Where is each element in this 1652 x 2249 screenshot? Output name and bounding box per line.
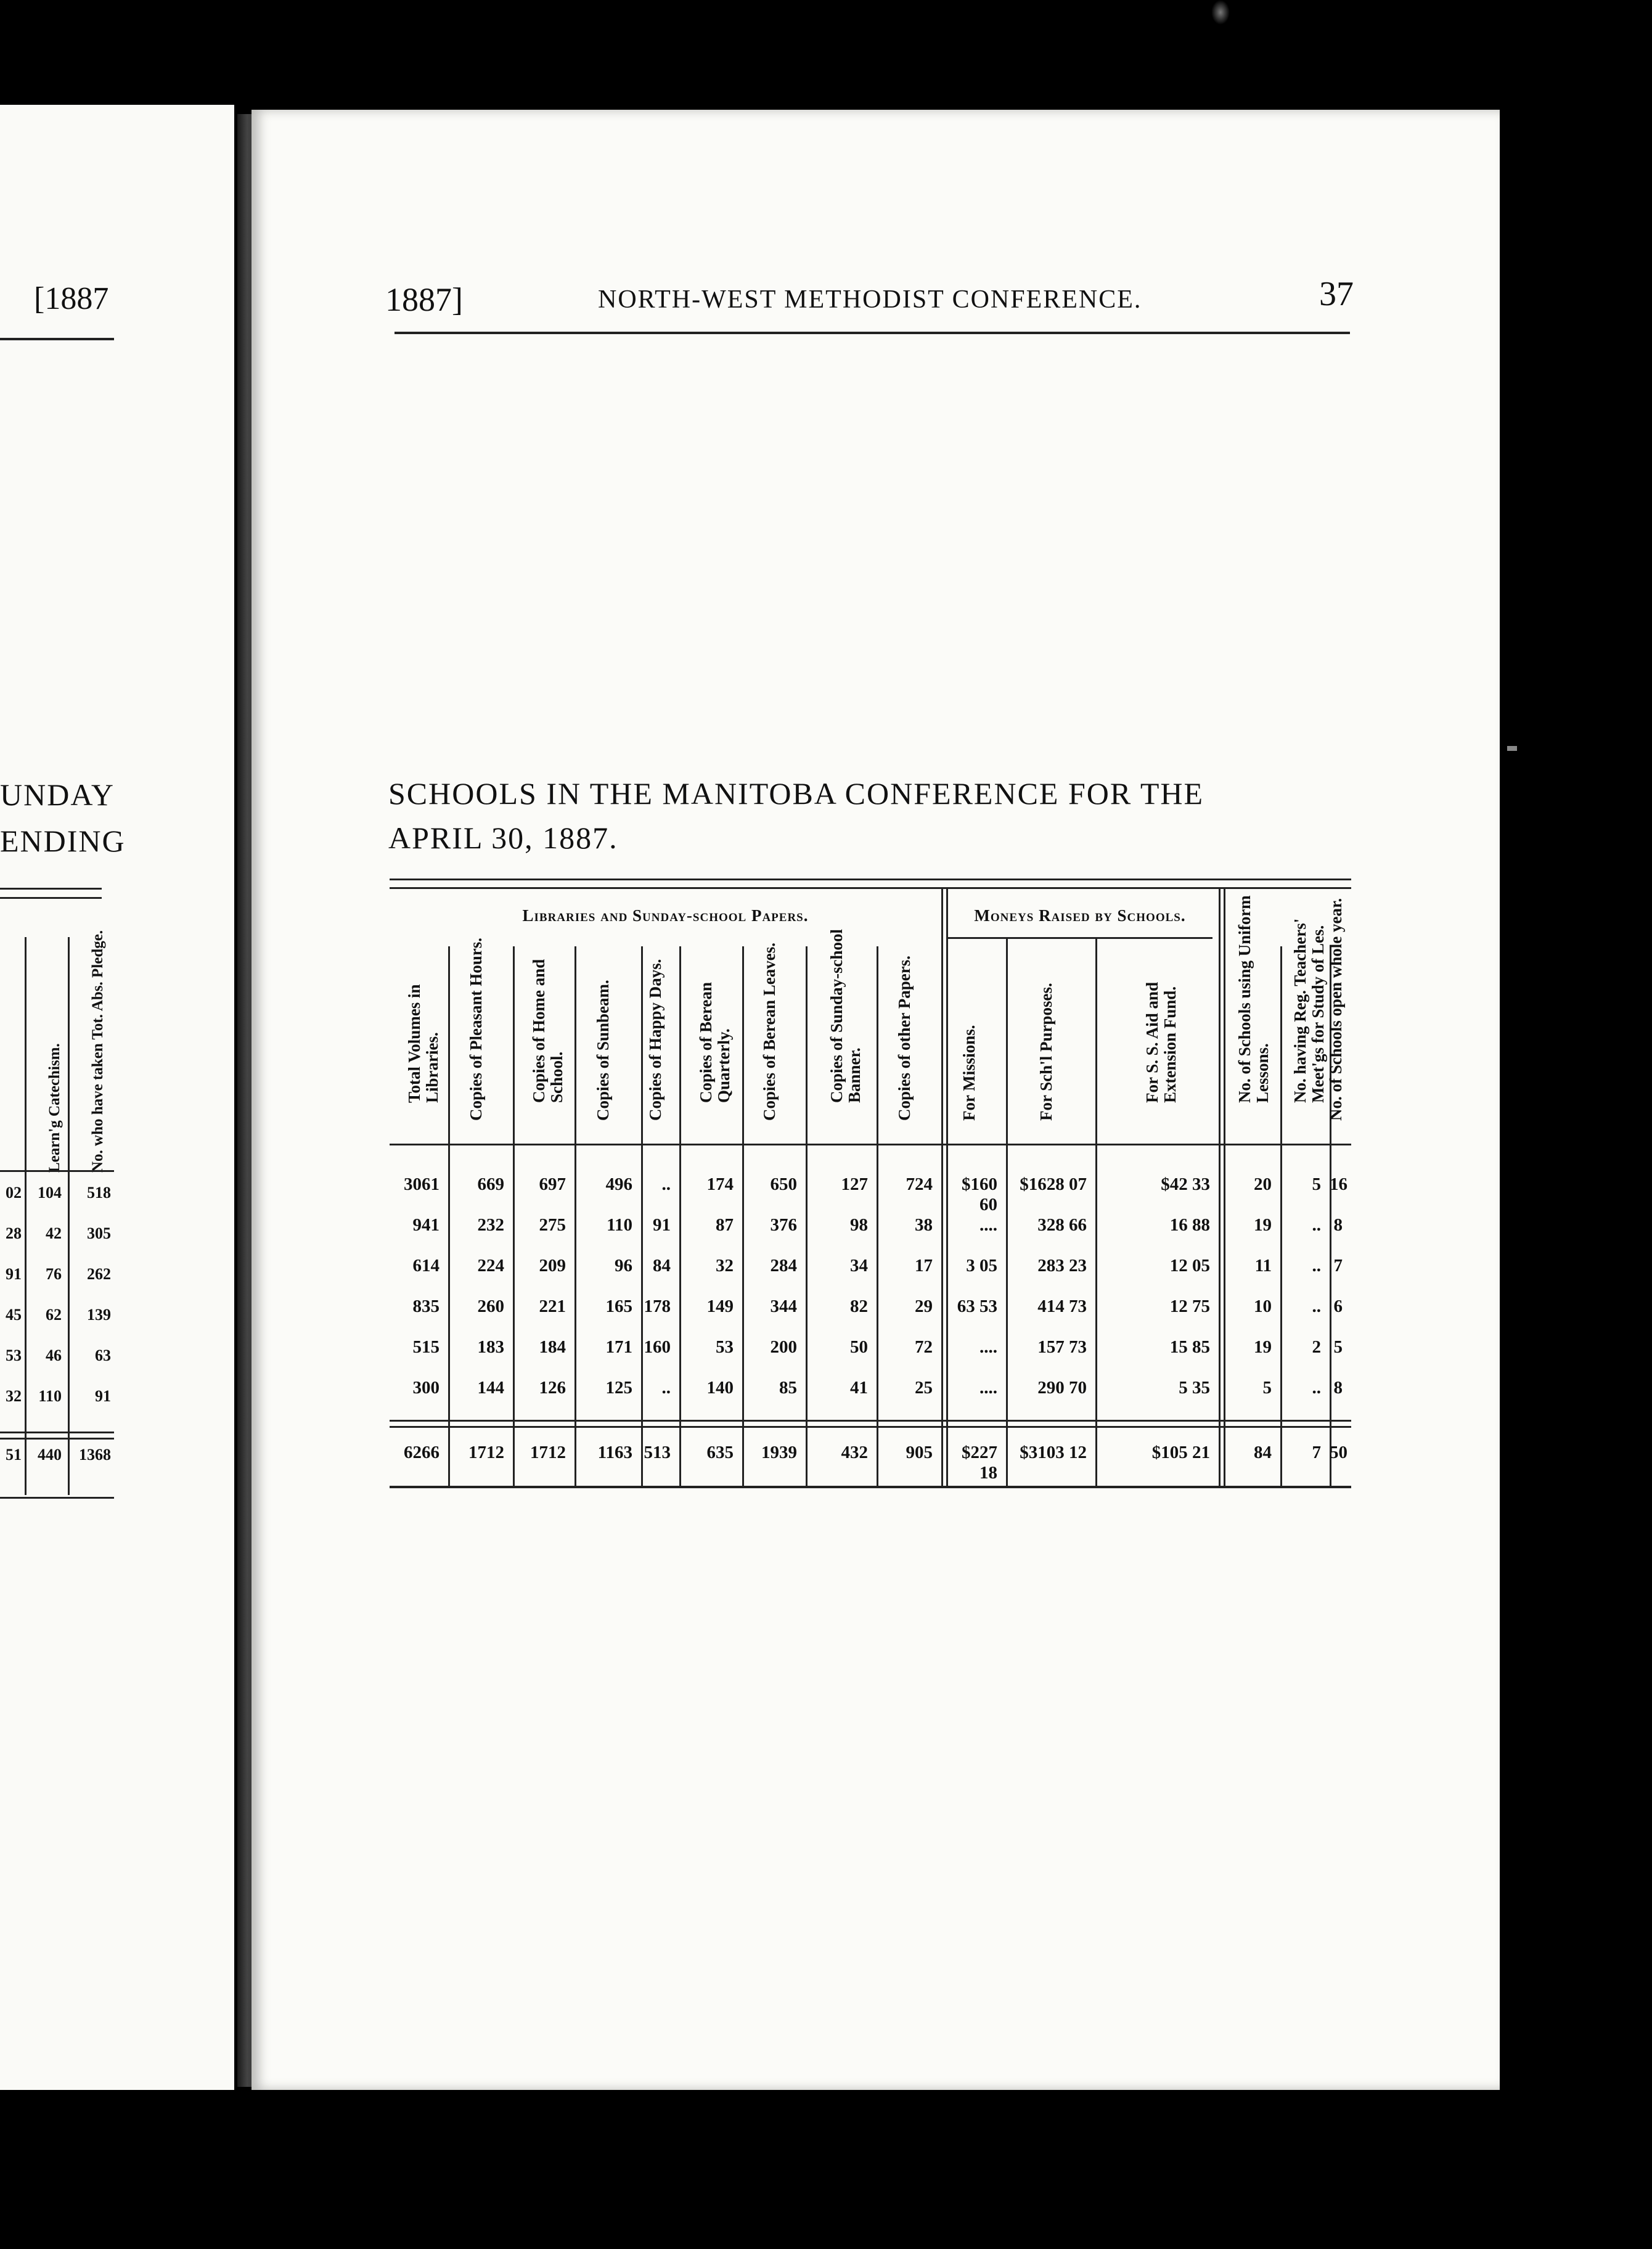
table-total-cell: $105 21 bbox=[1151, 1443, 1210, 1462]
column-header bbox=[1219, 891, 1280, 1144]
table-total-cell: 1712 bbox=[468, 1443, 504, 1462]
table-cell: .... bbox=[979, 1215, 997, 1235]
table-cell: 126 bbox=[539, 1378, 566, 1398]
table-cell: 12 75 bbox=[1169, 1297, 1210, 1316]
left-table-cell: 91 bbox=[95, 1387, 111, 1405]
left-table-cell: 45 bbox=[6, 1306, 22, 1324]
table-cell: 12 05 bbox=[1169, 1256, 1210, 1276]
table-cell: 2 bbox=[1312, 1337, 1321, 1357]
table-cell: 5 bbox=[1262, 1378, 1272, 1398]
table-cell: 157 73 bbox=[1037, 1337, 1087, 1357]
table-total-cell: 84 bbox=[1254, 1443, 1272, 1462]
totals-rule bbox=[390, 1420, 1351, 1422]
running-head-title: NORTH-WEST METHODIST CONFERENCE. bbox=[598, 285, 1142, 314]
column-header-label: No. having Reg. Teachers' Meet'gs for Study of Les. bbox=[1291, 918, 1327, 1103]
left-table-cell: 139 bbox=[87, 1306, 111, 1324]
table-cell: 184 bbox=[539, 1337, 566, 1357]
left-table-cell: 76 bbox=[46, 1265, 62, 1283]
table-cell: 20 bbox=[1254, 1174, 1272, 1194]
left-table-cell: 32 bbox=[6, 1387, 22, 1405]
table-cell: 140 bbox=[706, 1378, 734, 1398]
table-cell: .... bbox=[979, 1337, 997, 1357]
column-header-label: Copies of Pleasant Hours. bbox=[466, 938, 485, 1121]
table-cell: 53 bbox=[716, 1337, 734, 1357]
table-title-line1: SCHOOLS IN THE MANITOBA CONFERENCE FOR THE bbox=[388, 776, 1204, 811]
column-header bbox=[575, 946, 641, 1144]
table-cell: 19 bbox=[1254, 1337, 1272, 1357]
table-cell: .. bbox=[1312, 1215, 1321, 1235]
left-totals-rule bbox=[0, 1438, 114, 1440]
left-table-cell: 46 bbox=[46, 1346, 62, 1364]
table-cell: 127 bbox=[841, 1174, 868, 1194]
column-header-label: Copies of Home and School. bbox=[530, 959, 566, 1103]
left-table-cell: 110 bbox=[38, 1387, 62, 1405]
table-cell: 125 bbox=[605, 1378, 632, 1398]
table-cell: 8 bbox=[1333, 1378, 1343, 1398]
table-cell: 650 bbox=[770, 1174, 797, 1194]
table-cell: 3061 bbox=[404, 1174, 440, 1194]
table-total-cell: 1712 bbox=[530, 1443, 566, 1462]
table-cell: 171 bbox=[605, 1337, 632, 1357]
column-header bbox=[448, 938, 513, 1144]
column-header-label: Copies of Berean Leaves. bbox=[759, 943, 779, 1121]
table-cell: 174 bbox=[706, 1174, 734, 1194]
table-cell: 376 bbox=[770, 1215, 797, 1235]
table-cell: .... bbox=[979, 1378, 997, 1398]
left-column-divider bbox=[25, 937, 27, 1495]
table-total-cell: $3103 12 bbox=[1020, 1443, 1087, 1462]
table-cell: $160 60 bbox=[962, 1174, 997, 1215]
table-total-cell: 635 bbox=[706, 1443, 734, 1462]
column-header bbox=[742, 943, 806, 1144]
table-cell: 290 70 bbox=[1037, 1378, 1087, 1398]
table-total-cell: 513 bbox=[644, 1443, 671, 1462]
column-header bbox=[1280, 891, 1330, 1144]
table-cell: 183 bbox=[477, 1337, 504, 1357]
table-cell: 98 bbox=[850, 1215, 868, 1235]
left-table-cell: 62 bbox=[46, 1306, 62, 1324]
table-cell: 275 bbox=[539, 1215, 566, 1235]
table-cell: 724 bbox=[906, 1174, 933, 1194]
table-cell: 82 bbox=[850, 1297, 868, 1316]
table-cell: 614 bbox=[412, 1256, 440, 1276]
table-cell: 16 bbox=[1330, 1174, 1347, 1194]
left-table-cell: 262 bbox=[87, 1265, 111, 1283]
table-cell: 38 bbox=[915, 1215, 933, 1235]
table-cell: 144 bbox=[477, 1378, 504, 1398]
table-top-rule bbox=[390, 887, 1351, 889]
table-cell: 6 bbox=[1333, 1297, 1343, 1316]
table-cell: 200 bbox=[770, 1337, 797, 1357]
table-cell: 414 73 bbox=[1037, 1297, 1087, 1316]
table-cell: 8 bbox=[1333, 1215, 1343, 1235]
table-cell: .. bbox=[661, 1174, 671, 1194]
column-header bbox=[513, 946, 575, 1144]
table-cell: 63 53 bbox=[957, 1297, 997, 1316]
table-cell: .. bbox=[1312, 1297, 1321, 1316]
table-cell: 96 bbox=[615, 1256, 632, 1276]
table-cell: 941 bbox=[412, 1215, 440, 1235]
running-head-year: 1887] bbox=[385, 281, 463, 318]
column-header-label: Copies of Sunbeam. bbox=[594, 980, 612, 1121]
table-bottom-rule bbox=[390, 1486, 1351, 1488]
column-header bbox=[1006, 946, 1095, 1144]
table-total-cell: 432 bbox=[841, 1443, 868, 1462]
column-header-label: No. of Schools open whole year. bbox=[1326, 898, 1345, 1121]
totals-rule bbox=[390, 1426, 1351, 1428]
table-cell: 496 bbox=[605, 1174, 632, 1194]
table-cell: 34 bbox=[850, 1256, 868, 1276]
column-header-label: Copies of other Papers. bbox=[894, 956, 914, 1121]
table-cell: 260 bbox=[477, 1297, 504, 1316]
column-header-rule bbox=[390, 1144, 1351, 1145]
table-cell: 697 bbox=[539, 1174, 566, 1194]
table-cell: 328 66 bbox=[1037, 1215, 1087, 1235]
scan-artifact bbox=[1507, 746, 1517, 751]
page-number: 37 bbox=[1319, 275, 1354, 313]
table-cell: 515 bbox=[412, 1337, 440, 1357]
table-cell: 344 bbox=[770, 1297, 797, 1316]
table-cell: 149 bbox=[706, 1297, 734, 1316]
column-header-label: Copies of Happy Days. bbox=[646, 959, 664, 1121]
table-cell: 29 bbox=[915, 1297, 933, 1316]
left-table-total: 1368 bbox=[79, 1446, 111, 1464]
left-table-cell: 104 bbox=[38, 1184, 62, 1202]
table-cell: 32 bbox=[716, 1256, 734, 1276]
table-total-cell: 1163 bbox=[597, 1443, 632, 1462]
table-top-rule bbox=[390, 879, 1351, 880]
left-table-rule bbox=[0, 897, 102, 899]
table-cell: 84 bbox=[653, 1256, 671, 1276]
statistics-table bbox=[390, 879, 1351, 1495]
table-cell: .. bbox=[1312, 1256, 1321, 1276]
left-table-total: 51 bbox=[6, 1446, 22, 1464]
table-cell: 50 bbox=[850, 1337, 868, 1357]
table-total-cell: 905 bbox=[906, 1443, 933, 1462]
left-table-cell: 305 bbox=[87, 1224, 111, 1242]
left-table-cell: 63 bbox=[95, 1346, 111, 1364]
left-table-cell: 91 bbox=[6, 1265, 22, 1283]
table-cell: 85 bbox=[779, 1378, 797, 1398]
table-cell: 209 bbox=[539, 1256, 566, 1276]
table-cell: 19 bbox=[1254, 1215, 1272, 1235]
table-cell: 160 bbox=[644, 1337, 671, 1357]
table-cell: 16 88 bbox=[1169, 1215, 1210, 1235]
table-cell: 178 bbox=[644, 1297, 671, 1316]
column-header bbox=[390, 946, 448, 1144]
left-heading-line1: UNDAY bbox=[0, 777, 115, 812]
column-header bbox=[806, 928, 877, 1144]
left-table-cell: 518 bbox=[87, 1184, 111, 1202]
column-header bbox=[877, 946, 941, 1144]
table-cell: 87 bbox=[716, 1215, 734, 1235]
column-header-label: No. of Schools using Uniform Lessons. bbox=[1235, 895, 1272, 1103]
column-header bbox=[1095, 946, 1219, 1144]
column-header-label: Copies of Berean Quarterly. bbox=[697, 982, 733, 1103]
table-total-cell: 50 bbox=[1330, 1443, 1347, 1462]
table-cell: 17 bbox=[915, 1256, 933, 1276]
table-cell: 300 bbox=[412, 1378, 440, 1398]
table-total-cell: 6266 bbox=[404, 1443, 440, 1462]
left-table-rule bbox=[0, 888, 102, 890]
table-total-cell: $227 18 bbox=[962, 1443, 997, 1483]
table-cell: $42 33 bbox=[1161, 1174, 1210, 1194]
group-header-moneys: Moneys Raised by Schools. bbox=[974, 906, 1186, 925]
table-cell: 91 bbox=[653, 1215, 671, 1235]
column-header-label: For Missions. bbox=[959, 1025, 978, 1121]
table-cell: 7 bbox=[1333, 1256, 1343, 1276]
left-column-header: No. who have taken Tot. Abs. Pledge. bbox=[89, 930, 106, 1173]
table-cell: 5 bbox=[1312, 1174, 1321, 1194]
table-cell: 110 bbox=[607, 1215, 632, 1235]
group-header-libraries: Libraries and Sunday-school Papers. bbox=[522, 906, 809, 925]
table-cell: 72 bbox=[915, 1337, 933, 1357]
left-totals-rule bbox=[0, 1432, 114, 1433]
left-table-cell: 28 bbox=[6, 1224, 22, 1242]
column-header-label: For Sch'l Purposes. bbox=[1036, 983, 1055, 1121]
table-cell: 5 bbox=[1333, 1337, 1343, 1357]
column-header-label: Copies of Sunday-school Banner. bbox=[827, 928, 864, 1103]
left-page-year: [1887 bbox=[34, 281, 109, 316]
table-cell: .. bbox=[661, 1378, 671, 1398]
column-header bbox=[679, 946, 742, 1144]
table-cell: 25 bbox=[915, 1378, 933, 1398]
left-table-cell: 02 bbox=[6, 1184, 22, 1202]
table-cell: .. bbox=[1312, 1378, 1321, 1398]
column-header bbox=[941, 946, 1006, 1144]
table-cell: 224 bbox=[477, 1256, 504, 1276]
table-title-line2: APRIL 30, 1887. bbox=[388, 821, 618, 855]
table-cell: 15 85 bbox=[1169, 1337, 1210, 1357]
table-total-cell: 1939 bbox=[761, 1443, 797, 1462]
left-column-header: Learn'g Catechism. bbox=[46, 1043, 63, 1173]
left-table-cell: 53 bbox=[6, 1346, 22, 1364]
column-header-label: For S. S. Aid and Extension Fund. bbox=[1143, 981, 1179, 1103]
scan-artifact bbox=[1211, 0, 1230, 25]
column-header-label: Total Volumes in Libraries. bbox=[404, 984, 441, 1103]
table-cell: 11 bbox=[1254, 1256, 1272, 1276]
table-cell: $1628 07 bbox=[1020, 1174, 1087, 1194]
table-cell: 165 bbox=[605, 1297, 632, 1316]
left-table-total: 440 bbox=[38, 1446, 62, 1464]
table-total-cell: 7 bbox=[1312, 1443, 1321, 1462]
column-header bbox=[1326, 891, 1351, 1144]
table-cell: 835 bbox=[412, 1297, 440, 1316]
left-table-cell: 42 bbox=[46, 1224, 62, 1242]
table-cell: 5 35 bbox=[1179, 1378, 1210, 1398]
left-heading-line2: ENDING bbox=[0, 824, 126, 858]
left-header-rule bbox=[0, 338, 114, 340]
left-table-rule bbox=[0, 1170, 114, 1172]
table-cell: 221 bbox=[539, 1297, 566, 1316]
table-cell: 3 05 bbox=[966, 1256, 997, 1276]
left-column-divider bbox=[68, 937, 70, 1495]
table-cell: 283 23 bbox=[1037, 1256, 1087, 1276]
table-cell: 232 bbox=[477, 1215, 504, 1235]
header-rule bbox=[395, 332, 1350, 334]
table-cell: 41 bbox=[850, 1378, 868, 1398]
table-cell: 10 bbox=[1254, 1297, 1272, 1316]
table-cell: 284 bbox=[770, 1256, 797, 1276]
column-header bbox=[641, 946, 679, 1144]
table-cell: 669 bbox=[477, 1174, 504, 1194]
left-table-bottom-rule bbox=[0, 1497, 114, 1499]
